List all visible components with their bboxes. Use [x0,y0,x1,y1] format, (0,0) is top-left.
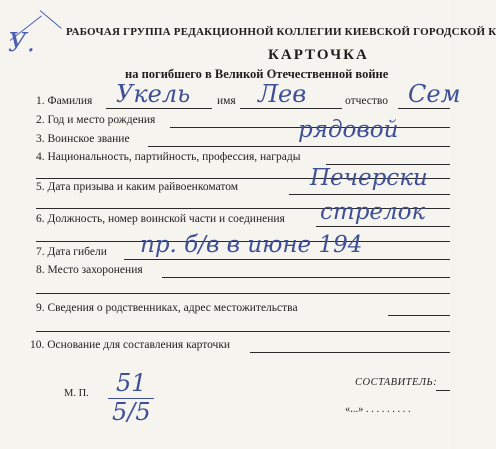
field-8-line-2 [36,293,450,294]
card-subtitle: на погибшего в Великой Отечественной войне [125,67,389,81]
card-title: КАРТОЧКА [268,47,369,63]
compiler-label: СОСТАВИТЕЛЬ: [355,377,438,388]
field-8-label: 8. Место захоронения [36,264,143,276]
field-9-line [388,315,450,316]
date-line: «...» . . . . . . . . . [345,404,411,415]
field-3-value: рядовой [298,117,399,143]
corner-mark: У. [8,28,36,58]
field-10-label: 10. Основание для составления карточки [30,339,231,351]
field-3-line [148,146,450,147]
field-9-label: 9. Сведения о родственниках, адрес местожительства [36,302,298,314]
patronymic-line [398,108,450,109]
field-7-value: пр. б/в в июне 194 [140,232,363,258]
field-8-line [162,277,450,278]
field-2-label: 2. Год и место рождения [36,114,156,126]
header-organization: РАБОЧАЯ ГРУППА РЕДАКЦИОННОЙ КОЛЛЕГИИ КИЕВСКОЙ ГОРОДСКОЙ К [66,26,496,38]
name-value: Лев [258,80,307,108]
mp-number-bottom: 5/5 [112,398,151,426]
name-label: имя [217,95,236,107]
patronymic-value: Сем [408,80,461,108]
field-6-line [316,226,450,227]
field-6-value: стрелок [320,199,426,225]
field-3-label: 3. Воинское звание [36,133,130,145]
field-7-label: 7. Дата гибели [36,246,107,258]
field-1-value: Укель [116,80,191,108]
compiler-line [436,390,450,391]
field-4-label: 4. Национальность, партийность, профессия, награды [36,151,301,163]
field-5-line [289,194,450,195]
field-10-line [250,352,450,353]
mp-label: М. П. [64,388,89,399]
field-5-value: Печерски [310,165,428,191]
field-1-line [106,108,212,109]
field-5-label: 5. Дата призыва и каким райвоенкоматом [36,181,239,193]
field-1-label: 1. Фамилия [36,95,93,107]
field-9-line-2 [36,331,450,332]
field-7-line [124,259,450,260]
corner-stroke [40,10,62,29]
mp-number-top: 51 [116,369,147,397]
field-6-label: 6. Должность, номер воинской части и соединения [36,213,285,225]
name-line [240,108,342,109]
patronymic-label: отчество [345,95,389,107]
